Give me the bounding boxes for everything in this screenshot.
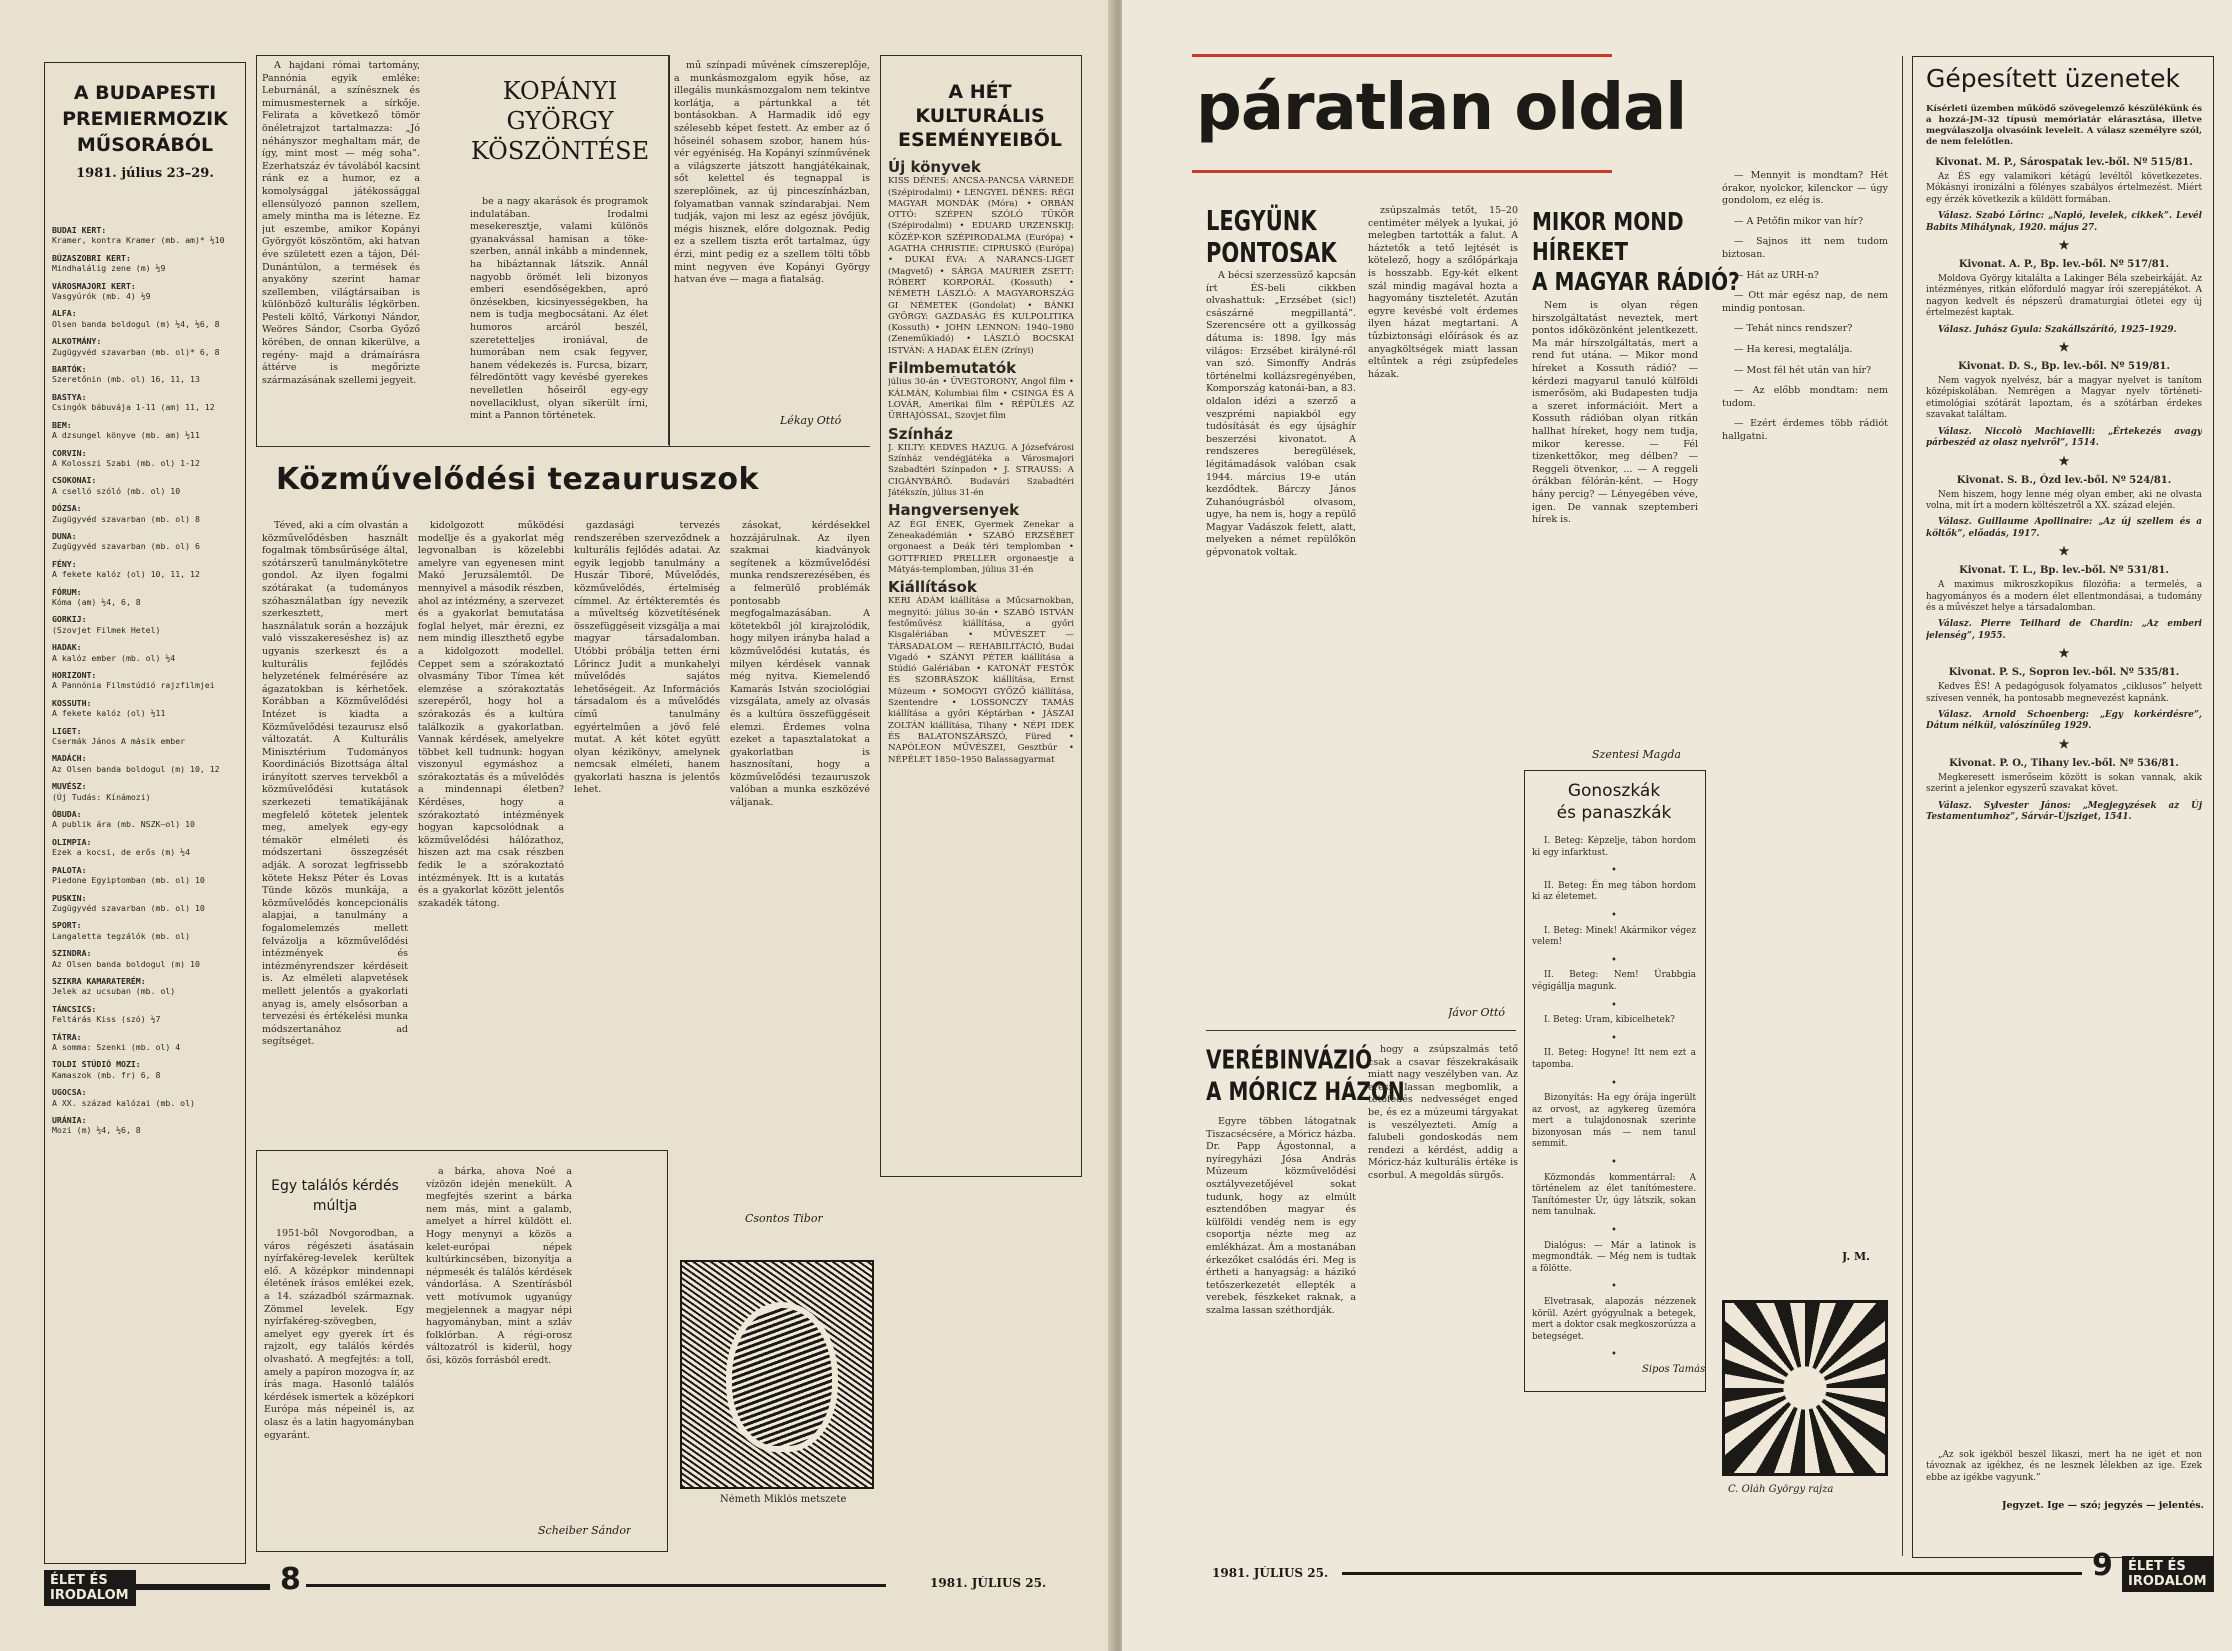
premier-venue: PALOTA: — [52, 864, 87, 875]
premier-venue: SZINDRA: — [52, 948, 92, 959]
premier-film: Kamaszok (mb. fr) 6, 8 — [52, 1069, 161, 1080]
premier-title: A BUDAPESTI PREMIERMOZIK MŰSORÁBÓL 1981. július 23–29. — [50, 80, 240, 181]
aphorism: I. Beteg: Képzelje, tábon hordom ki egy infarktust. — [1532, 836, 1696, 858]
premier-film: A dzsungel könyve (mb. am) ½11 — [52, 430, 200, 441]
page-number-left: 8 — [280, 1562, 301, 1597]
aphorism: Elvetrasak, alapozás nézzenek körül. Azért gyógyulnak a betegek, mert a doktor csak megkoszorúzza a betegséget. — [1532, 1297, 1696, 1342]
het-section-head: Filmbemutatók — [888, 359, 1017, 378]
letter-text: Nem vagyok nyelvész, bár a magyar nyelvet is tanítom középiskolában. Nemrégen a Magyar nyelv történeti-etimológiai szótárát lapoztam, és a szótárban érdekes szavakat találtam. — [1926, 376, 2202, 421]
star-separator: ★ — [2058, 736, 2070, 751]
premier-film: Langaletta tegzálók (mb. ol) — [52, 930, 191, 941]
premier-venue: FÉNY: — [52, 558, 77, 569]
vereb-body: Egyre többen látogatnak Tiszacsécsére, a Móricz házba. Dr. Papp Ágostonnal, a nyíregyházi Jósa András Múzeum közművelődési osztályvezetőjével sokat tudunk, hogy az elmúlt esztendőben magyar és külföldi vendég nem is egy csoportja nézte meg az emlékházat. Ám a mostanában érkezőket csalódás éri. Meg is értheti a hanyagság: a házikó tetőszerkezetét ellepték a verebek, fészkeket raknak, a szalma lassan széthordják. — [1206, 1116, 1356, 1316]
letter-answer: Válasz. Niccolò Machiavelli: „Értekezés avagy párbeszéd az olasz nyelvről”, 1514. — [1926, 426, 2202, 449]
premier-venue: HADAK: — [52, 642, 82, 653]
woodcut-caption: Németh Miklós metszete — [720, 1494, 847, 1505]
het-section-items: július 30-án • ÜVEGTORONY, Angol film • KÁLMÁN, Kolumbiai film • CSINGA ÉS A LOVÁR, Amerikai film • RÉPÜLÉS AZ ÜRHAJÓSSAL, Szovjet film — [888, 377, 1074, 422]
kozm-title: Közművelődési tezauruszok — [276, 462, 759, 497]
het-section-head: Kiállítások — [888, 578, 977, 597]
star-separator: ★ — [2058, 238, 2070, 253]
kozm-author: Csontos Tibor — [745, 1212, 823, 1225]
premier-venue: ALKOTMÁNY: — [52, 336, 102, 347]
woodcut-face — [726, 1302, 838, 1452]
letter-excerpt-head: Kivonat. P. S., Sopron lev.-ből. Nº 535/81. — [1948, 667, 2180, 679]
premier-film: Zugügyvéd szavarban (mb. ol) 6 — [52, 541, 200, 552]
letter-text: A maximus mikroszkopikus filozófia: a termelés, a hagyományos és a modern élet ellentmondásai, a tudomány és a művészet helye a társadalomban. — [1926, 580, 2202, 613]
dialogue-line: — Ezért érdemes több rádiót hallgatni. — [1722, 418, 1888, 442]
premier-venue: LIGET: — [52, 725, 82, 736]
premier-venue: BEM: — [52, 419, 72, 430]
talalos-col1: 1951-ből Novgorodban, a város régészeti ásatásain nyírfakéreg-levelek kerültek elő. A középkor mindennapi életének írásos emlékei ezek, a 14. századból származnak. Zömmel levelek. Egy nyírfakéreg-szövegben, amelyet egy gyerek írt és rajzolt, egy találós kérdés olvasható. A megfejtés: a toll, amely a papíron mozogva ír, az írás maga. Hasonló találós kérdések ismertek a középkori Európa más népeinél is, az olasz és a latin hagyományban egyaránt. — [264, 1228, 414, 1441]
premier-film: Olsen banda boldogul (m) ½4, ½6, 8 — [52, 318, 220, 329]
premier-venue: DÓZSA: — [52, 503, 82, 514]
premier-venue: BARTÓK: — [52, 364, 87, 375]
letter-answer: Válasz. Juhász Gyula: Szakállszárító, 1925–1929. — [1938, 324, 2177, 335]
premier-venue: SZIKRA KAMARATERÉM: — [52, 975, 146, 986]
star-separator: ★ — [2058, 646, 2070, 661]
premier-venue: TÁTRA: — [52, 1031, 82, 1042]
bullet-separator: • — [1611, 1077, 1617, 1089]
letter-excerpt-head: Kivonat. A. P., Bp. lev.-ből. Nº 517/81. — [1958, 259, 2170, 271]
premier-venue: TÁNCSICS: — [52, 1003, 97, 1014]
kozm-col4: zásokat, kérdésekkel hozzájárulnak. Az ilyen szakmai kiadványok segítenek a közművelődési munka rendszerezésében, és a felmerülő problémák pontosabb megfogalmazásában. A kötetekből jól kirajzolódik, hogy milyen irányba halad a közművelődési kutatás, és milyen kérdések vannak még nyitva. Kiemelendő Kamarás István szociológiai vizsgálata, amely az olvasás és a kultúra összefüggéseit elemzi. Érdemes volna ezeket a tapasztalatokat a gyakorlatban is hasznosítani, hogy a közművelődési tezauruszok valóban a munka eszközévé váljanak. — [730, 520, 870, 809]
aphorism: Közmondás kommentárral: A történelem az élet tanítómestere. Tanítómester Úr, úgy látszik, sokan nem tanulnak. — [1532, 1172, 1696, 1218]
bullet-separator: • — [1611, 909, 1617, 921]
letter-excerpt-head: Kivonat. D. S., Bp. lev.-ből. Nº 519/81. — [1958, 361, 2170, 373]
premier-film: A fekete kalóz (ol) ½11 — [52, 708, 166, 719]
premier-venue: URÁNIA: — [52, 1115, 87, 1125]
page-number-right: 9 — [2092, 1548, 2113, 1583]
gepes-closing: „Az sok igékből beszél likaszi, mert ha ne igét et non távoznak az igékhez, és ne lesznek lélekben az ige. Ezek ebbe az igékbe vagyunk.” — [1926, 1450, 2202, 1483]
premier-film: Kóma (am) ½4, 6, 8 — [52, 596, 141, 607]
masthead: páratlan oldal — [1196, 71, 1687, 145]
kopanyi-title: KOPÁNYI GYÖRGY KÖSZÖNTÉSE — [470, 77, 650, 165]
bullet-separator: • — [1611, 1349, 1617, 1356]
footer-date-left: 1981. JÚLIUS 25. — [930, 1576, 1047, 1590]
letter-answer: Válasz. Szabó Lőrinc: „Napló, levelek, cikkek”. Levél Babits Mihálynak, 1920. május 27. — [1926, 211, 2202, 233]
premier-film: Az Olsen banda boldogul (m) 10, 12 — [52, 763, 220, 774]
aphorism: I. Beteg: Minek! Akármikor végez velem! — [1532, 925, 1696, 948]
footer-logo-right: ÉLET ÉS IRODALOM — [2122, 1556, 2214, 1592]
premier-venue: KOSSUTH: — [52, 697, 92, 708]
mikor-body: Nem is olyan régen hirszolgáltatást neveztek, mert pontos időközönként jelentkezett. Ma már hírszolgáltatás, mert a rend fut utána. — Mikor mond híreket a Kossuth rádió? — kérdezi magyarul tanuló külföldi ismerősöm, aki Budapesten tudja a szeret információit. Mert a Kossuth rádióban olyan ritkán hallhat híreket, hogy nem tudja, mikor keresse. — Fél tizenkettőkor, meg délben? — Reggeli ötvenkor, ... — A reggeli órákban félórán-ként. — Hogy hány percig? — Lényegében véve, igen. De vannak szeptemberi hírek is. — [1532, 300, 1698, 526]
vereb-col2: hogy a zsúpszalmás tető csak a csavar fészekrakásaik miatt nagy veszélyben van. Az eresz lassan megbomlik, a tetőfedés nedvességet enged be, és ez a múzeumi tárgyakat is veszélyezteti. Amíg a falubeli gondoskodás nem rendezi a kérdést, addig a Móricz-ház kulturális értéke is csorbul. A megoldás sürgős. — [1368, 1044, 1518, 1181]
aphorism: Dialógus: — Már a latinok is megmondták. — Még nem is tudtak a fölötte. — [1532, 1240, 1696, 1274]
premier-venue: ALFA: — [52, 308, 77, 319]
dialogue-line: — Ott már egész nap, de nem mindig pontosan. — [1722, 290, 1888, 314]
kozm-col3: gazdasági tervezés rendszerében szerveződnek a kulturális fejlődés adatai. Az egyik legjobb tanulmány a Huszár Tiboré, Művelődés, közművelődés, értelmiség címmel. Az értékteremtés és a műveltség közvetítésének összefüggéseit vizsgálja a mai magyar társadalomban. Utóbbi próbálja tetten érni Lőrincz Judit a munkahelyi művelődés sajátos lehetőségeit. Az Információs társadalom és a művelődés című tanulmány egyértelműen a jövő felé mutat. A két kötet együtt olyan kézikönyv, amelynek nemcsak elméleti, hanem gyakorlati haszna is jelentős lehet. — [574, 520, 720, 796]
aphorism: II. Beteg: Hogyne! Itt nem ezt a tapomba. — [1532, 1048, 1696, 1070]
kozm-col2: kidolgozott működési modellje és a gyakorlat még legvonalban is közelebbi amelyre van egyenesen mint Makó Jeruzsálemtől. De mennyivel a második részben, ahol az intézmény, a szervezet és a gyakorlat bemutatása foglal helyet, már érezni, ez nem mindig illeszthető egybe a kidolgozott modellel. Ceppet sem a szórakoztató olvasmány Tibor Tímea két elemzése a szórakoztatás szerepéről, hogy hol a szórakozás és a kultúra találkozik a gyakorlatban. Vannak kérdések, amelyekre többet kell tudnunk: hogyan viszonyul egymáshoz a szórakoztatás és a művelődés a mindennapi életben? Kérdéses, hogy a szórakoztató intézmények hogyan kapcsolódnak a közművelődési hálózathoz, hiszen azt ma csak részben fedik le a szórakoztató intézmények. Itt is a kutatás és a gyakorlat között jelentős szakadék tátong. — [418, 520, 564, 909]
premier-venue: DUNA: — [52, 530, 77, 541]
premier-venue: GORKIJ: — [52, 614, 87, 625]
premier-venue: VÁROSMAJORI KERT: — [52, 280, 136, 291]
premier-film: Zugügyvéd szavarban (mb. ol)* 6, 8 — [52, 346, 220, 357]
bullet-separator: • — [1611, 1032, 1617, 1044]
letter-answer: Válasz. Sylvester János: „Megjegyzések az Új Testamentumhoz”, Sárvár–Újsziget, 1541. — [1926, 800, 2202, 822]
footer-date-right: 1981. JÚLIUS 25. — [1212, 1566, 1329, 1580]
premier-venue: MUVÉSZ: — [52, 781, 87, 792]
premier-film: Csermák János A másik ember — [52, 736, 186, 747]
premier-venue: FÓRUM: — [52, 586, 82, 597]
bullet-separator: • — [1611, 999, 1617, 1011]
aphorism: II. Beteg: Én meg tábon hordom ki az életemet. — [1532, 880, 1696, 903]
premier-film: A Kolosszi Szabi (mb. ol) 1-12 — [52, 457, 200, 468]
premier-film: A publik ára (mb. NSZK–ol) 10 — [52, 819, 195, 830]
mikor-chat — [1722, 170, 1888, 1250]
letter-text: Az ÉS egy valamikori kétágú levéltől következetes. Mókásnyi ironizálni a fölényes szabályos értelmezést. Miért egy érzék következik a küldött formában. — [1926, 172, 2202, 205]
premier-venue: UGOCSA: — [52, 1087, 87, 1098]
premier-film: A somma: Szenki (mb. ol) 4 — [52, 1041, 181, 1052]
premier-film: A cselló szóló (mb. ol) 10 — [52, 485, 181, 496]
premier-film: (Új Tudás: Kínámozi) — [52, 791, 151, 802]
premier-film: Feltárás Kiss (szó) ½7 — [52, 1014, 161, 1025]
dialogue-line: — Az előbb mondtam: nem tudom. — [1722, 385, 1888, 409]
premier-venue: CSOKONAI: — [52, 475, 97, 486]
premier-film: Piedone Egyiptomban (mb. ol) 10 — [52, 875, 205, 886]
gepes-intro: Kísérleti üzemben működő szövegelemző készülékünk és a hozzá-JM–32 típusú memóriatár elárasztása, illetve megválaszolja olvasóink leveleit. A válasz személyre szól, de nem felelőtlen. — [1926, 104, 2202, 147]
right-page — [1122, 0, 2232, 1651]
letter-text: Nem hiszem, hogy lenne még olyan ember, aki ne olvasta volna, mit írt a modern költészetről a XX. század elején. — [1926, 489, 2202, 511]
het-section-items: J. KILTY: KEDVES HAZUG. A Józsefvárosi Színház vendégjátéka a Városmajori Szabadtéri Színpadon • J. STRAUSS: A CIGÁNYBÁRÓ. Budavári Szabadtéri Játékszín, július 31-én — [888, 442, 1074, 499]
het-section-items: KERI ÁDÁM kiállítása a Műcsarnokban, megnyitó: július 30-án • SZABÓ ISTVÁN festőművész kiállítása, a győri Kisgalériában • MŰVÉSZET — TÁRSADALOM — REHABILITÁCIÓ, Budai Vigadó • SZÁNYI PÉTER kiállítása a Stúdió Galériában • KATONÁT FESTŐK ÉS SZOBRÁSZOK kiállítása, Ernst Múzeum • SOMOGYI GYŐZŐ kiállítása, Szentendre • LOSSONCZY TAMÁS kiállítása a győri Képtárban • JÁSZAI ZOLTÁN kiállítása, Tihany • NÉPI IDEK ÉS BALATONSZÁRSZÓ, Füred • NAPÓLEON MŰVÉSZEI, Gesztbúr • NÉPÉLET 1850–1950 Balassagyarmat — [888, 596, 1074, 765]
premier-film: Vasgyúrók (mb. 4) ½9 — [52, 291, 151, 302]
het-title: A HÉT KULTURÁLIS ESEMÉNYEIBŐL — [898, 81, 1062, 151]
dialogue-line: — Most fél hét után van hír? — [1734, 364, 1872, 376]
premier-listings — [52, 225, 238, 1545]
gepes-title: Gépesített üzenetek — [1926, 64, 2180, 93]
letter-excerpt-head: Kivonat. S. B., Ózd lev.-ből. Nº 524/81. — [1956, 474, 2172, 486]
letter-excerpt-head: Kivonat. P. O., Tihany lev.-ből. Nº 536/81. — [1949, 757, 2179, 769]
het-section-head: Színház — [888, 424, 953, 443]
premier-film: Az Olsen banda boldogul (m) 10 — [52, 958, 200, 969]
premier-venue: BÚZASZOBRI KERT: — [52, 252, 131, 263]
kopanyi-col3: mű színpadi művének címszereplője, a munkásmozgalom egyik hőse, az illegális munkásmozgalom nem tekintve korlátja, a pártunkkal a tét bontásokban. A Harmadik idő egy szélesebb képet festett. Az ember az ő hőseinél sohasem szobor, hanem hús-vér egyéniség. Ha Kopányi színművének a világszerte játszott hangjátékainak, sőt kelettel és tegnappal is szereplőinek, az új pinceszínházban, folyamatban vannak színdarabjai. Nem tudják, vajon mi lesz az egész jövőjük, mégis hisznek, előre dolgoznak. Pedig ez a szellem tiszta erőt tartalmaz, úgy érzi, mint pedig ez a szellem tölti tőbb mint negyven éve Kopányi György hatvan éve — maga a fiatalság. — [674, 60, 870, 286]
premier-film: Mindhalálig zene (m) ½9 — [52, 263, 166, 274]
premier-venue: MADÁCH: — [52, 753, 87, 764]
talalos-title: Egy találós kérdés múltja — [271, 1178, 399, 1214]
vereb-title: VERÉBINVÁZIÓ A MÓRICZ HÁZON — [1206, 1044, 1405, 1100]
premier-film: Mozi (m) ½4, ½6, 8 — [52, 1125, 141, 1136]
dialogue-line: — Ha keresi, megtalálja. — [1734, 343, 1853, 355]
premier-venue: BASTYA: — [52, 391, 87, 402]
left-page — [0, 0, 1112, 1651]
aphorism: I. Beteg: Uram, kibicelhetek? — [1544, 1015, 1675, 1026]
premier-film: A Pannónia Filmstúdió rajzfilmjei — [52, 680, 215, 691]
star-separator: ★ — [2058, 544, 2070, 559]
het-section-items: AZ ÉGI ÉNEK, Gyermek Zenekar a Zeneakadémián • SZABÓ ERZSÉBET orgonaest a Deák téri templomban • GOTTFRIED PRELLER orgonaestje a Mátyás-templomban, július 31-én — [888, 519, 1074, 575]
letter-text: Kedves ÉS! A pedagógusok folyamatos „ciklusos” helyett szívesen vennék, ha pontosabb megnevezést kapnánk. — [1926, 682, 2202, 704]
het-section-items: KISS DÉNES: ANCSA-PANCSA VÁRNEDE (Szépirodalmi) • LENGYEL DÉNES: RÉGI MAGYAR MONDÁK (Móra) • ORBÁN OTTÓ: SZÉPEN SZÓLÓ TÜKÖR (Szépirodalmi) • EDUARD URZENSKIJ: KÖZÉP-KOR SZÉPIRODALMA (Európa) • AGATHA CHRISTIE: CIPRUSKÓ (Európa) • DUKAI ÉVA: A NARANCS-LIGET (Magvető) • SÁRGA MAURIER ZSETT: RÓBERT KORPORÁL (Kossuth) • NÉMETH LÁSZLÓ: A MAGYARORSZÁG GI NÉMETEK (Gondolat) • BÁNKI GYÖRGY: GAZDASÁG ÉS KULPOLITIKA (Kossuth) • JOHN LENNON: 1940–1980 (Zeneműkiadó) • LÁSZLÓ BOCSKAI ISTVÁN: A HADAK ÉLÉN (Zrínyi) — [888, 176, 1074, 356]
kopanyi-body: be a nagy akarások és programok indulatában. Irodalmi mesekeresztje, valami különös gyanakvással hamisan a töke-szerben, annál inkább a mindennek, ha hibáztannak látszik. Annál nagyobb örömét leli bizonyos emberi esendőségekben, apró önzésekben, kicsinyességekben, ha nem is tudja megbocsátani. Az élet humoros arcáról beszél, szeretetteljes ironiával, de humorában nem csak fegyver, hanem védekezés is. Furcsa, bizarr, félredöntött vagy kevésbé gyerekes nevelletlen hőseiről egy-egy novellaciklust, olyan sikerült írni, mint a Pannon történetek. — [470, 196, 648, 422]
premier-film: A kalóz ember (mb. ol) ½4 — [52, 652, 176, 663]
premier-film: Csingók bábuvája 1-11 (am) 11, 12 — [52, 402, 215, 413]
bullet-separator: • — [1611, 954, 1617, 966]
premier-venue: OLIMPIA: — [52, 836, 92, 847]
letter-text: Megkeresett ismerőseim között is sokan vannak, akik szerint a jelenkor egyszerű szavakat követ. — [1926, 772, 2202, 795]
bullet-separator: • — [1611, 1225, 1617, 1237]
premier-date: 1981. július 23–29. — [76, 166, 214, 181]
premier-venue: BUDAI KERT: — [52, 225, 107, 235]
premier-venue: HORIZONT: — [52, 670, 97, 680]
talalos-author: Scheiber Sándor — [538, 1524, 632, 1537]
gonosz-author: Sipos Tamás — [1642, 1364, 1706, 1375]
premier-venue: ÓBUDA: — [52, 809, 82, 820]
letter-answer: Válasz. Guillaume Apollinaire: „Az új szellem és a költők”, előadás, 1917. — [1926, 517, 2202, 539]
gepes-sign: Jegyzet. Ige — szó; jegyzés — jelentés. — [2002, 1500, 2204, 1511]
dialogue-line: — Tehát nincs rendszer? — [1734, 323, 1853, 335]
kopanyi-intro: A hajdani római tartomány, Pannónia egyik emléke: Leburnánál, a színésznek és mimusmesternek a sírkője. Felirata a következő tömör önéletrajzot tartalmazza: „Jó néhányszor meghaltam már, de így, mint most — még soha”. Ezerhatszáz év távolából kacsint ránk ez a humor, ez a komolysággal játékossággal ellensúlyozó pannon szellem, amely mintha ma is létezne. Ez jut eszembe, amikor Kopányi Györgyöt köszöntöm, aki hatvan éve született ezen a tájon, Dél-Dunántúlon, a termések és anyaköny szerint hamar szellemben, világtársaiban is különböző kulturális légkörben. Pesteli költő, Várkonyi Nándor, Weöres Sándor, Csorba Győző körében, de onnan kikerülve, a regény- majd a drámaírásra áttérve is megőrizte származásának szellemi jegyeit. — [262, 60, 420, 386]
letter-excerpt-head: Kivonat. T. L., Bp. lev.-ből. Nº 531/81. — [1959, 565, 2169, 577]
legyunk-col2: zsúpszalmás tetőt, 15–20 centiméter mélyek a lyukai, jó melegben tartották a falut. A háztetők a tető lejtését is kötelező, hogy a szőlőpárkaja is hosszabb. Egy-két elkent szál mindig magával hozta a hagyomány tiszteletét. Azután egyre kevésbé volt érdemes ilyen házat megtartani. A tűzbiztonsági előírások és az anyagköltségek miatt lassan eltűntek a régi zsúpfedeles házak. — [1368, 205, 1518, 380]
premier-film: A XX. század kalózai (mb. ol) — [52, 1097, 195, 1108]
aphorism: Bizonyítás: Ha egy órája ingerült az orvost, az agykereg üzemóra mert a tulajdonosnak szerinte bizonyosan más — nem tanul semmit. — [1532, 1093, 1696, 1150]
dialogue-line: — Hát az URH-n? — [1734, 269, 1819, 281]
gonosz-title: Gonoszkák és panaszkák — [1556, 781, 1672, 823]
het-sections — [888, 156, 1074, 1166]
mikor-sign: J. M. — [1842, 1250, 1871, 1263]
premier-venue: CORVIN: — [52, 447, 87, 458]
legyunk-col1: A bécsi szerzessüző kapcsán írt ÉS-beli cikkben olvashattuk: „Erzsébet (sic!) császárné megpillantá”. Szerencsére ott a gyilkosság dátuma is: 1898. Így más világos: Erzsébet királyné-ről van szó. Simonffy András történelmi kollázsregényében, Kompország katonái-ban, a 83. oldalon idézi a szerző a veszprémi napiakból egy tudósítását és egy újsághír beszerzési kivonatot. A rendszeres beregülések, légitámadások valóban csak 1944. március 19-e után kezdődtek. Bárczy János Zuhanóugrásból olvasom, ugye, ha nem is, hogy a repülő Magyar Vadászok felett, alatt, melyeken a német repülőkön gépvonatok voltak. — [1206, 270, 1356, 559]
premier-film: Zugügyvéd szavarban (mb. ol) 8 — [52, 513, 200, 524]
premier-film: Zugügyvéd szavarban (mb. ol) 10 — [52, 902, 205, 913]
premier-film: Jelek az ucsuban (mb. ol) — [52, 986, 176, 997]
bullet-separator: • — [1611, 865, 1617, 877]
dialogue-line: — Mennyit is mondtam? Hét órakor, nyolckor, kilenckor — úgy gondolom, ez elég is. — [1722, 170, 1888, 207]
premier-venue: PUSKIN: — [52, 892, 87, 903]
premier-film: (Szovjet Filmek Hetel) — [52, 624, 161, 635]
kopanyi-author: Lékay Ottó — [780, 414, 842, 427]
premier-venue: SPORT: — [52, 920, 82, 931]
dialogue-line: — A Petőfin mikor van hír? — [1734, 215, 1864, 227]
olah-drawing — [1722, 1300, 1888, 1476]
star-separator: ★ — [2058, 340, 2070, 355]
legyunk-author: Jávor Ottó — [1448, 1006, 1506, 1019]
het-section-head: Új könyvek — [888, 158, 981, 176]
premier-film: Ezek a kocsi, de erős (m) ½4 — [52, 847, 191, 858]
woodcut-image — [680, 1260, 874, 1489]
gepes-letters — [1926, 150, 2202, 1440]
kozm-col1: Téved, aki a cím olvastán a közművelődésben használt fogalmak tömbsűrűsége által, szótárszerű tanulmánykötetre gondol. Az ilyen fogalmi szótárakat (a tudományos szóhasználatban így nevezik szerkesztett, mert használatuk során a hozzájuk való visszakereséshez is) az ugyanis szerkeszt és a kulturális fejlődés helyzetének felmérésére az ágazatokban is kérhetőek. Korábban a Közművelődési Intézet is kiadta a Közművelődési tezaurusz első változatát. A Kulturális Minisztérium Tudományos Koordinációs Bizottsága által irányított szerves tervekből a közművelődési kutatások szerkezeti tematikájának megfelelő kötetek jelentek meg, amelyek egy-egy témakör elméleti és módszertani összegzését adják. A sorozat legfrissebb kötete Heksz Péter és Lovas Tünde közös munkája, a közművelődés koncepcionális alapjai, a tanulmány a fogalomelemzés mellett felvázolja a közművelődési intézmények és intézményrendszer kérdéseit is. Az elméleti alapvetések mellett jelentős a gyakorlati anyag is, amely elsősorban a tervezési és értékelési munka módszertanához ad segítséget. — [262, 520, 408, 1048]
olah-caption: C. Oláh György rajza — [1728, 1484, 1834, 1495]
letter-answer: Válasz. Arnold Schoenberg: „Egy korkérdésre”, Dátum nélkül, valószínűleg 1929. — [1926, 709, 2202, 732]
bullet-separator: • — [1611, 1157, 1617, 1169]
bullet-separator: • — [1611, 1281, 1617, 1293]
star-separator: ★ — [2058, 453, 2070, 468]
het-section-head: Hangversenyek — [888, 501, 1020, 520]
premier-venue: TOLDI STÚDIÓ MOZI: — [52, 1059, 141, 1070]
premier-film: Szeretőnin (mb. ol) 16, 11, 13 — [52, 374, 200, 385]
dialogue-line: — Sajnos itt nem tudom biztosan. — [1722, 236, 1888, 260]
aphorism: II. Beteg: Nem! Úrabbgia végigállja magunk. — [1532, 970, 1696, 992]
mikor-author: Szentesi Magda — [1592, 748, 1681, 761]
talalos-col2: a bárka, ahova Noé a vízözön idején menekült. A megfejtés szerint a bárka nem más, mint a galamb, amelyet a hírrel küldött el. Hogy menynyi a közös a kelet-európai népek kultúrkincsében, bizonyítja a népmesék és találós kérdések vándorlása. A Szentírásból vett motívumok ugyanúgy megjelennek a magyar népi hagyományban, mint a szláv folklórban. A régi-orosz változatról is kiderül, hogy ősi, közös forrásból eredt. — [426, 1166, 572, 1366]
footer-logo-left: ÉLET ÉS IRODALOM — [44, 1570, 136, 1606]
letter-answer: Válasz. Pierre Teilhard de Chardin: „Az emberi jelenség”, 1955. — [1926, 619, 2202, 641]
letter-excerpt-head: Kivonat. M. P., Sárospatak lev.-ből. Nº 515/81. — [1935, 157, 2193, 168]
premier-film: A fekete kalóz (ol) 10, 11, 12 — [52, 569, 200, 580]
mikor-title: MIKOR MOND HÍREKET A MAGYAR RÁDIÓ? — [1532, 206, 1740, 290]
gonosz-items — [1532, 836, 1696, 1356]
letter-text: Moldova György kitalálta a Lakinger Béla szebeirkáját. Az intézményes, ritkán előforduló magyar írói szerepjátékot. A nagyon kedvelt és népszerű dramaturgiai ötletei egy új értelmezést kaptak. — [1926, 274, 2202, 319]
legyunk-title: LEGYÜNK PONTOSAK — [1206, 205, 1337, 262]
premier-film: Kramer, kontra Kramer (mb. am)* ½10 — [52, 235, 225, 246]
